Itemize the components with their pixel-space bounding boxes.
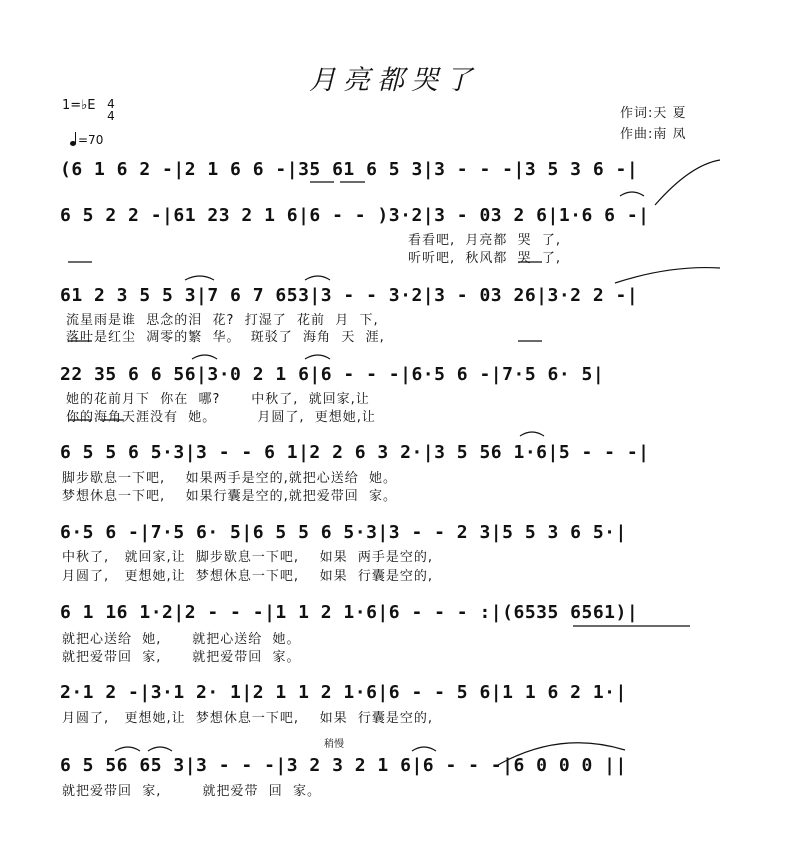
composer-credit: 作曲:南 凤 (620, 127, 687, 142)
lyric-line-7b: 就把爱带回 家, 就把爱带回 家。 (62, 650, 301, 665)
notation-line-9: 6 5 56 65 3|3 - - -|3 2 3 2 1 6|6 - - -|6 0 0 0 || (60, 755, 627, 776)
slur (620, 192, 644, 196)
notation-line-5: 6 5 5 6 5·3|3 - - 6 1|2 2 6 3 2·|3 5 56 1·6|5 - - -| (60, 442, 650, 463)
slur (305, 355, 330, 359)
tempo-mark (70, 133, 103, 147)
key-text: 1=♭E (62, 98, 96, 113)
lyric-line-4b: 你的海角天涯没有 她。 月圆了, 更想她,让 (66, 410, 376, 425)
slur (520, 432, 544, 436)
slur (412, 747, 436, 751)
lyric-line-8a: 月圆了, 更想她,让 梦想休息一下吧, 如果 行囊是空的, (62, 711, 433, 726)
slur (115, 747, 140, 751)
notation-line-2: 6 5 2 2 -|61 23 2 1 6|6 - - )3·2|3 - 03 2 6|1·6 6 -| (60, 205, 650, 226)
notation-line-6: 6·5 6 -|7·5 6· 5|6 5 5 6 5·3|3 - - 2 3|5 5 3 6 5·| (60, 522, 627, 543)
slur (615, 268, 720, 283)
lyric-line-7a: 就把心送给 她, 就把心送给 她。 (62, 632, 301, 647)
slur (185, 276, 214, 280)
lyric-line-5a: 脚步歇息一下吧, 如果两手是空的,就把心送给 她。 (62, 471, 398, 486)
lyric-line-5b: 梦想休息一下吧, 如果行囊是空的,就把爱带回 家。 (62, 489, 398, 504)
slur (305, 276, 330, 280)
lyric-line-6b: 月圆了, 更想她,让 梦想休息一下吧, 如果 行囊是空的, (62, 569, 433, 584)
tempo-annotation: 稍慢 (324, 739, 344, 750)
quarter-note-icon (70, 141, 76, 146)
lyricist-credit: 作词:天 夏 (620, 106, 687, 121)
notation-line-8: 2·1 2 -|3·1 2· 1|2 1 1 2 1·6|6 - - 5 6|1 1 6 2 1·| (60, 682, 627, 703)
slur (148, 747, 172, 751)
credits (620, 103, 687, 145)
lyric-line-2a: 看看吧, 月亮都 哭 了, (408, 233, 562, 248)
tempo-value: =70 (78, 133, 104, 147)
notation-line-1: (6 1 6 2 -|2 1 6 6 -|35 61 6 5 3|3 - - -|3 5 3 6 -| (60, 159, 639, 180)
notation-line-4: 22 35 6 6 56|3·0 2 1 6|6 - - -|6·5 6 -|7·5 6· 5| (60, 364, 605, 385)
lyric-line-6a: 中秋了, 就回家,让 脚步歇息一下吧, 如果 两手是空的, (62, 550, 433, 565)
time-signature (104, 98, 118, 122)
lyric-line-3a: 流星雨是谁 思念的泪 花? 打湿了 花前 月 下, (66, 313, 379, 328)
lyric-line-9a: 就把爱带回 家, 就把爱带 回 家。 (62, 784, 321, 799)
key-signature (62, 97, 115, 123)
song-title: 月亮都哭了 (309, 65, 479, 96)
slur (192, 355, 217, 359)
notation-line-7: 6 1 16 1·2|2 - - -|1 1 2 1·6|6 - - - :|(6535 6561)| (60, 602, 639, 623)
lyric-line-2b: 听听吧, 秋风都 哭 了, (408, 251, 562, 266)
lyric-line-4a: 她的花前月下 你在 哪? 中秋了, 就回家,让 (66, 392, 370, 407)
meter-bottom: 4 (107, 109, 115, 123)
meter-top: 4 (107, 97, 115, 111)
lyric-line-3b: 落叶是红尘 凋零的繁 华。 斑驳了 海角 天 涯, (66, 330, 385, 345)
notation-line-3: 61 2 3 5 5 3|7 6 7 653|3 - - 3·2|3 - 03 26|3·2 2 -| (60, 285, 639, 306)
